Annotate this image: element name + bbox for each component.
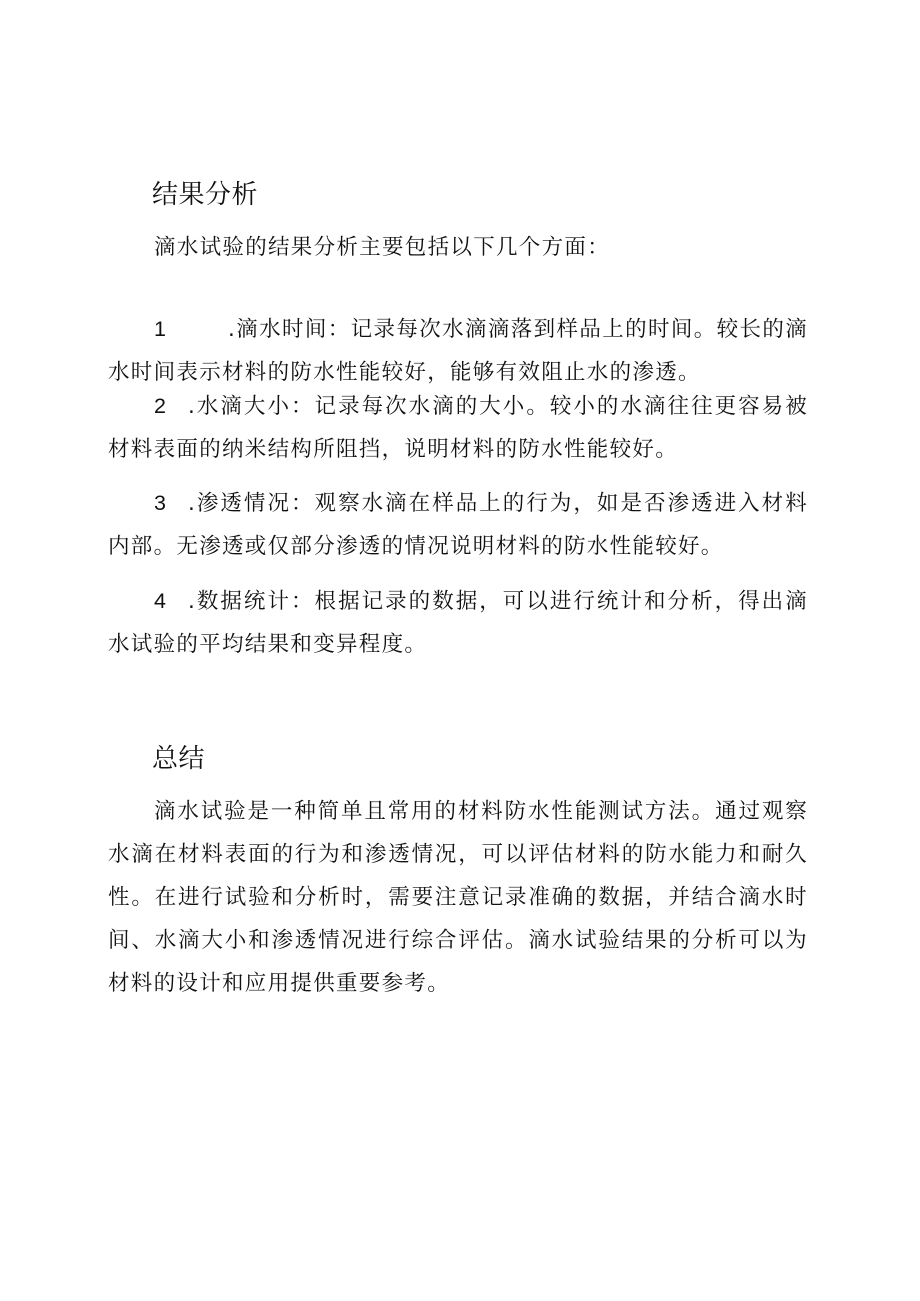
section-title-results: 结果分析: [152, 180, 259, 210]
results-intro: 滴水试验的结果分析主要包括以下几个方面：: [154, 235, 611, 260]
list-item-text: .滴水时间：记录每次水滴滴落到样品上的时间。较长的滴水时间表示材料的防水性能较好，能够有效阻止水的渗透。: [108, 317, 808, 385]
list-item-2: [108, 385, 808, 471]
list-item-text: .数据统计：根据记录的数据，可以进行统计和分析，得出滴水试验的平均结果和变异程度。: [108, 589, 808, 657]
list-item-3: [108, 482, 808, 568]
section-title-summary: 总结: [152, 744, 206, 774]
list-item-text: .渗透情况：观察水滴在样品上的行为，如是否渗透进入材料内部。无渗透或仅部分渗透的情况说明材料的防水性能较好。: [108, 491, 808, 559]
list-item-1: [108, 308, 808, 394]
list-item-text: .水滴大小：记录每次水滴的大小。较小的水滴往往更容易被材料表面的纳米结构所阻挡，说明材料的防水性能较好。: [108, 394, 808, 462]
list-item-number: 2: [154, 394, 168, 418]
list-item-number: 1: [154, 317, 168, 341]
list-item-number: 3: [154, 491, 168, 515]
list-item-number: 4: [154, 589, 168, 613]
summary-paragraph: 滴水试验是一种简单且常用的材料防水性能测试方法。通过观察水滴在材料表面的行为和渗透情况，可以评估材料的防水能力和耐久性。在进行试验和分析时，需要注意记录准确的数据，并结合滴水时间、水滴大小和渗透情况进行综合评估。滴水试验结果的分析可以为材料的设计和应用提供重要参考。: [108, 799, 808, 996]
list-item-4: [108, 580, 808, 666]
